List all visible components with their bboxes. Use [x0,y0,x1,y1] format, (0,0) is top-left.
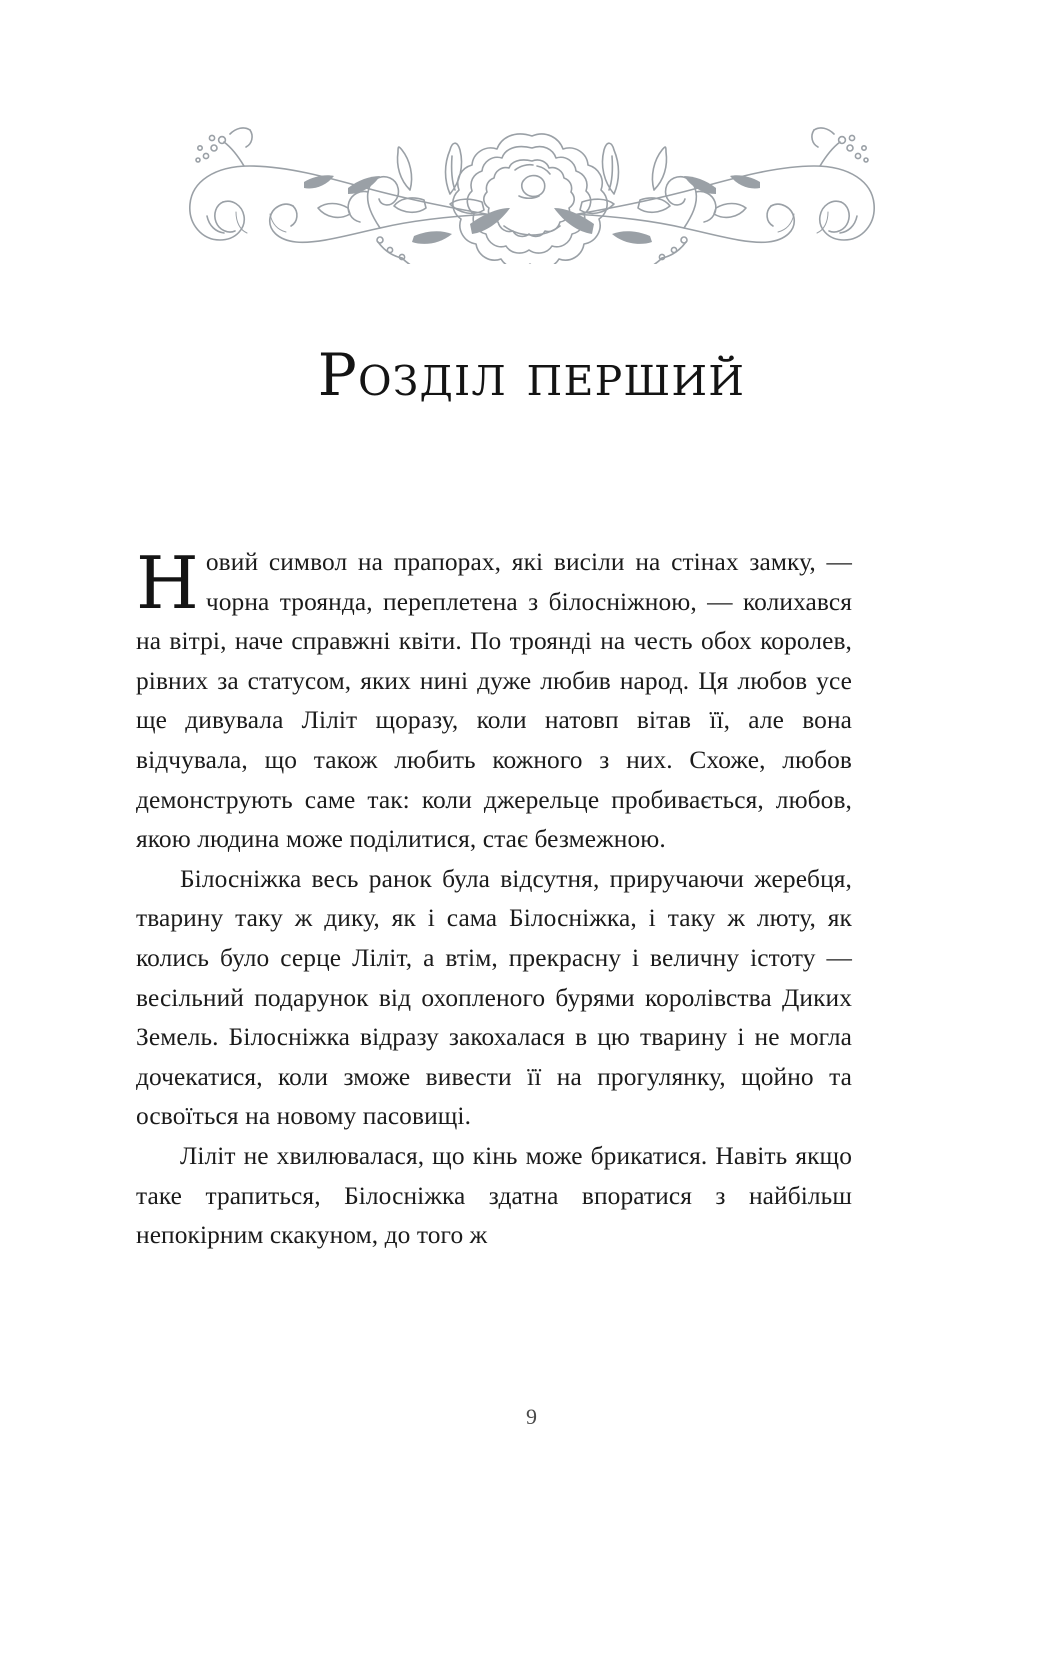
chapter-body [136,543,852,1256]
chapter-ornament [0,104,1063,264]
paragraph-1 [136,543,852,860]
chapter-title: Розділ перший [317,340,746,409]
drop-cap: Н [136,541,199,625]
paragraph-2 [136,860,852,1137]
paragraph-1-text: овий символ на прапорах, які висіли на стінах замку, — чорна троянда, переплетена з білосніжною, — колихався на вітрі, наче справжні квіти. По троянді на честь обох королев, рівних за статусом, яких нині дуже любив народ. Ця любов усе ще дивувала Ліліт щоразу, коли натовп вітав її, але вона відчувала, що також любить кожного з них. Схоже, любов демонструють саме так: коли джерельце пробивається, любов, якою людина може поділитися, стає безмежною. [136,548,852,854]
paragraph-3-text: Ліліт не хвилювалася, що кінь може брикатися. Навіть якщо таке трапиться, Білосніжка здатна впоратися з найбільш непокірним скакуном, до того ж [136,1141,852,1250]
paragraph-3 [136,1137,852,1256]
paragraph-2-text: Білосніжка весь ранок була відсутня, приручаючи жеребця, тварину таку ж дику, як і сама Білосніжка, і таку ж люту, як колись було серце Ліліт, а втім, прекрасну і величну істоту — весільний подарунок від охопленого бурями королівства Диких Земель. Білосніжка відразу закохалася в цю тварину і не могла дочекатися, коли зможе вивести її на прогулянку, щойно та освоїться на новому пасовищі. [136,864,852,1131]
floral-rose-vine-divider-icon [152,104,912,264]
page-number: 9 [526,1404,537,1429]
